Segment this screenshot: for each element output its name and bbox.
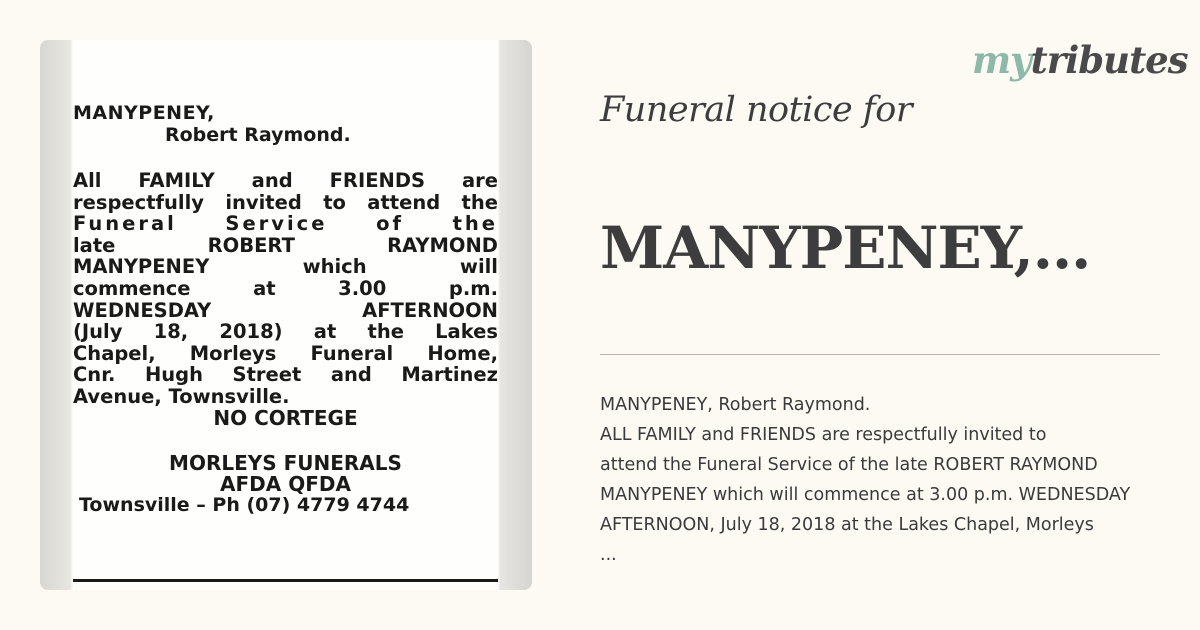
logo-part-my: my — [972, 38, 1031, 82]
clipping-rule — [73, 579, 498, 582]
clipping-line: Cnr. Hugh Street and Martinez — [73, 363, 498, 387]
clipping-line: All FAMILY and FRIENDS are — [73, 169, 498, 192]
clipping-given-names: Robert Raymond. — [165, 124, 351, 146]
clipping-body — [73, 170, 498, 408]
excerpt-line: MANYPENEY, Robert Raymond. — [600, 395, 871, 415]
clipping-line: (July 18, 2018) at the Lakes — [73, 320, 498, 344]
logo-part-tributes: tributes — [1030, 38, 1188, 82]
clipping-funeral-director: MORLEYS FUNERALS — [169, 451, 402, 475]
notice-clipping-image — [40, 40, 532, 590]
excerpt-line: ALL FAMILY and FRIENDS are respectfully invited to — [600, 425, 1047, 445]
deceased-name: MANYPENEY,... — [600, 214, 1091, 282]
excerpt-line: attend the Funeral Service of the late ROBERT RAYMOND — [600, 455, 1098, 475]
clipping-line: WEDNESDAY AFTERNOON — [73, 298, 498, 322]
clipping-cortege: NO CORTEGE — [213, 406, 358, 430]
clipping-line: Avenue, Townsville. — [73, 384, 290, 408]
mytributes-logo — [972, 38, 1188, 82]
clipping-phone: Townsville – Ph (07) 4779 4744 — [79, 494, 410, 516]
notice-excerpt — [600, 390, 1190, 570]
clipping-line: commence at 3.00 p.m. — [73, 276, 498, 300]
divider — [600, 354, 1160, 355]
excerpt-line: MANYPENEY which will commence at 3.00 p.m. WEDNESDAY — [600, 485, 1131, 505]
clipping-line: Chapel, Morleys Funeral Home, — [73, 341, 498, 365]
clipping-line: MANYPENEY which will — [73, 255, 498, 279]
clipping-line: respectfully invited to attend the — [73, 190, 498, 214]
clipping-surname: MANYPENEY, — [73, 102, 215, 124]
clipping-associations: AFDA QFDA — [220, 472, 351, 496]
newspaper-clipping — [73, 40, 498, 590]
excerpt-ellipsis: ... — [600, 545, 617, 565]
excerpt-line: AFTERNOON, July 18, 2018 at the Lakes Chapel, Morleys — [600, 515, 1094, 535]
clipping-line: Funeral Service of the — [73, 212, 498, 236]
clipping-line: late ROBERT RAYMOND — [73, 233, 498, 257]
notice-label: Funeral notice for — [600, 90, 913, 130]
